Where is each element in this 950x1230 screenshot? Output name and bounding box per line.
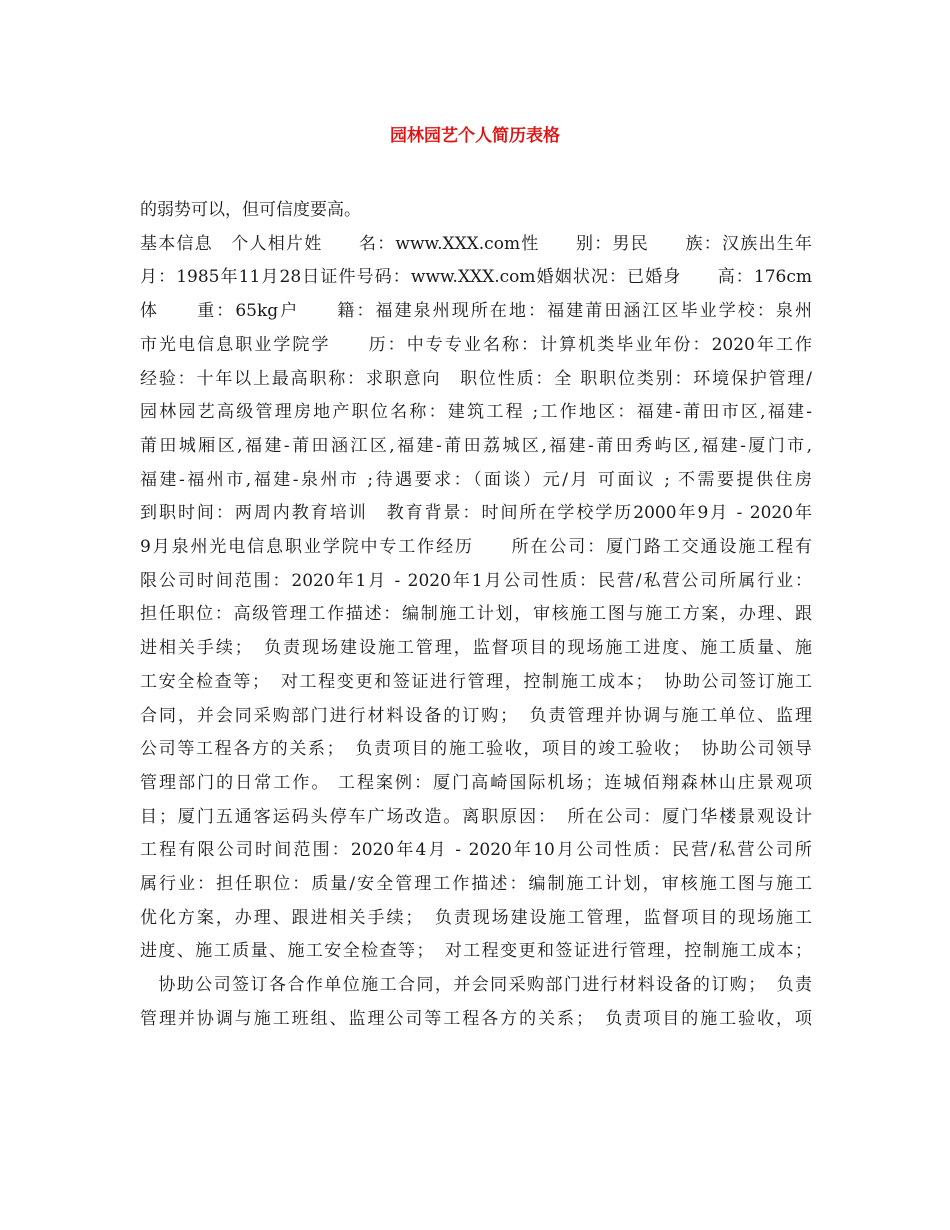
text-line: 目；厦门五通客运码头停车广场改造。离职原因： 所在公司：厦门华楼景观设计 bbox=[140, 806, 812, 827]
text-line: 协助公司签订各合作单位施工合同，并会同采购部门进行材料设备的订购； 负责 bbox=[140, 975, 812, 996]
text-line: 市光电信息职业学院学 历：中专专业名称：计算机类毕业年份：2020年工作 bbox=[140, 334, 812, 355]
text-line: 经验：十年以上最高职称：求职意向 职位性质：全 职职位类别：环境保护管理/ bbox=[140, 368, 812, 389]
text-line: 福建-福州市,福建-泉州市 ;待遇要求：（面谈）元/月 可面议 ; 不需要提供住房 bbox=[140, 469, 812, 490]
text-line: 体 重：65kg户 籍：福建泉州现所在地：福建莆田涵江区毕业学校：泉州 bbox=[140, 301, 812, 322]
text-line: 管理部门的日常工作。 工程案例：厦门高崎国际机场；连城佰翔森林山庄景观项 bbox=[140, 772, 812, 793]
resume-body bbox=[140, 194, 812, 1037]
text-line: 管理并协调与施工班组、监理公司等工程各方的关系； 负责项目的施工验收，项 bbox=[140, 1008, 812, 1029]
text-line: 月：1985年11月28日证件号码：www.XXX.com婚姻状况：已婚身 高：176cm bbox=[140, 267, 812, 288]
text-line: 工安全检查等； 对工程变更和签证进行管理，控制施工成本； 协助公司签订施工 bbox=[140, 671, 812, 692]
text-line: 莆田城厢区,福建-莆田涵江区,福建-莆田荔城区,福建-莆田秀屿区,福建-厦门市, bbox=[140, 435, 812, 456]
text-line: 进相关手续； 负责现场建设施工管理，监督项目的现场施工进度、施工质量、施 bbox=[140, 638, 812, 659]
text-line: 进度、施工质量、施工安全检查等； 对工程变更和签证进行管理，控制施工成本； bbox=[140, 941, 812, 962]
text-line: 基本信息 个人相片姓 名：www.XXX.com性 别：男民 族：汉族出生年 bbox=[140, 233, 812, 254]
text-line: 到职时间：两周内教育培训 教育背景：时间所在学校学历2000年9月 - 2020年 bbox=[140, 503, 812, 524]
text-line: 合同，并会同采购部门进行材料设备的订购； 负责管理并协调与施工单位、监理 bbox=[140, 705, 812, 726]
text-line: 限公司时间范围：2020年1月 - 2020年1月公司性质：民营/私营公司所属行业： bbox=[140, 570, 812, 591]
text-line: 公司等工程各方的关系； 负责项目的施工验收，项目的竣工验收； 协助公司领导 bbox=[140, 739, 812, 760]
text-line: 属行业：担任职位：质量/安全管理工作描述：编制施工计划，审核施工图与施工 bbox=[140, 874, 812, 895]
text-line: 工程有限公司时间范围：2020年4月 - 2020年10月公司性质：民营/私营公司所 bbox=[140, 840, 812, 861]
document-title: 园林园艺个人简历表格 bbox=[390, 126, 560, 146]
text-line: 的弱势可以，但可信度要高。 bbox=[140, 200, 361, 220]
text-line: 园林园艺高级管理房地产职位名称：建筑工程 ;工作地区：福建-莆田市区,福建- bbox=[140, 402, 812, 423]
text-line: 优化方案，办理、跟进相关手续； 负责现场建设施工管理，监督项目的现场施工 bbox=[140, 907, 812, 928]
text-line: 担任职位：高级管理工作描述：编制施工计划，审核施工图与施工方案，办理、跟 bbox=[140, 604, 812, 625]
text-line: 9月泉州光电信息职业学院中专工作经历 所在公司：厦门路工交通设施工程有 bbox=[140, 537, 812, 558]
